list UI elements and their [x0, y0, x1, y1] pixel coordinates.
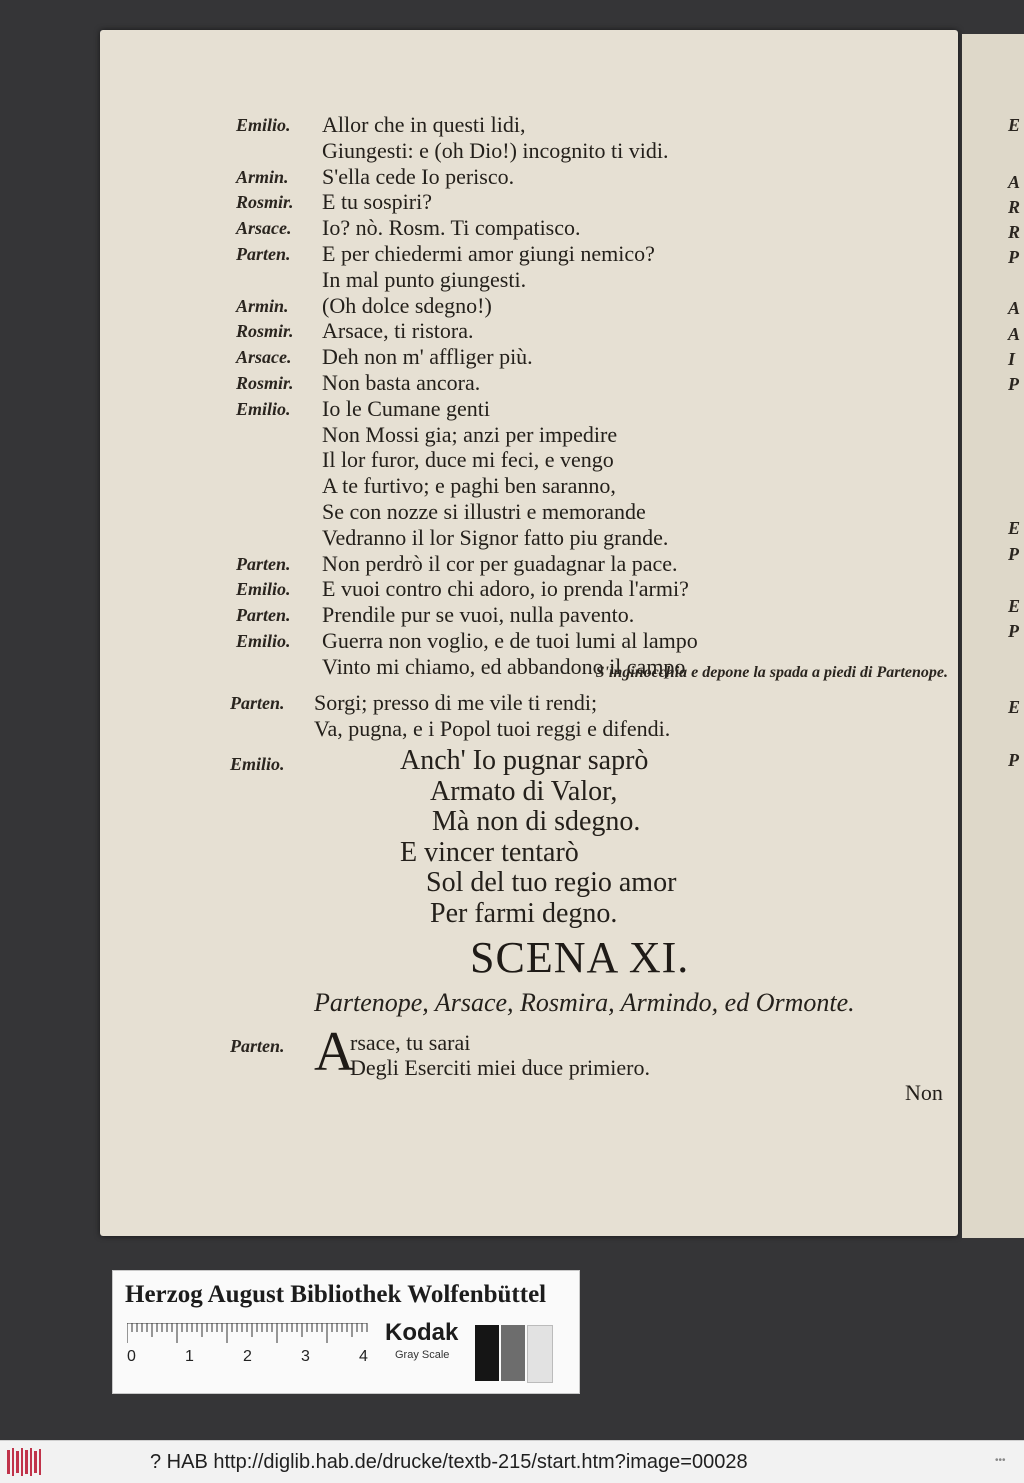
verse-line: S'ella cede Io perisco.: [322, 163, 515, 189]
verse-line: Vedranno il lor Signor fatto piu grande.: [322, 524, 669, 550]
facing-page-letter: P: [1008, 374, 1019, 394]
stage-direction: S'inginocchia e depone la spada a piedi di Partenope.: [595, 664, 948, 681]
facing-page-letter: E: [1008, 518, 1021, 538]
verse-line: Il lor furor, duce mi feci, e vengo: [322, 447, 614, 473]
verse-line: Allor che in questi lidi,: [322, 112, 526, 137]
library-name: Herzog August Bibliothek Wolfenbüttel: [125, 1281, 547, 1308]
speaker-name: Parten.: [230, 1036, 285, 1056]
facing-page-letter: P: [1008, 544, 1019, 564]
facing-page-letter: P: [1008, 247, 1019, 267]
verse-line: Se con nozze si illustri e memorande: [322, 499, 646, 524]
status-footer: [0, 1440, 1024, 1483]
verse-line: Degli Eserciti miei duce primiero.: [350, 1055, 650, 1080]
verse-line: (Oh dolce sdegno!): [322, 292, 492, 318]
verse-line: Sorgi; presso di me vile ti rendi;: [314, 690, 598, 715]
ruler-number: 2: [243, 1348, 252, 1363]
facing-page-letter: R: [1008, 222, 1021, 242]
facing-page-letter: E: [1008, 697, 1021, 717]
ruler-number: 3: [301, 1348, 310, 1363]
scene-title: SCENA XI.: [470, 933, 690, 982]
facing-page-letter: P: [1008, 750, 1019, 770]
verse-line: Giungesti: e (oh Dio!) incognito ti vidi.: [322, 137, 669, 163]
light-swatch: [527, 1325, 553, 1383]
ruler-number: 1: [185, 1348, 194, 1363]
drop-capital: A: [314, 1021, 355, 1083]
gray-swatch: [501, 1325, 525, 1381]
ruler-scale: [127, 1323, 377, 1363]
speaker-name: Arsace.: [236, 218, 292, 239]
speaker-name: Emilio.: [230, 754, 285, 774]
ruler-number: 0: [127, 1348, 136, 1363]
speaker-name: Armin.: [236, 166, 289, 187]
speaker-name: Emilio.: [236, 579, 291, 600]
speaker-name: Emilio.: [236, 115, 291, 135]
verse-line: Non perdrò il cor per guadagnar la pace.: [322, 550, 678, 576]
facing-page-letter: P: [1008, 621, 1019, 641]
verse-line: Non Mossi gia; anzi per impedire: [322, 421, 618, 447]
verse-line: Vinto mi chiamo, ed abbandono il campo: [322, 653, 686, 679]
aria-line: Mà non di sdegno.: [432, 806, 641, 837]
footer-menu-dots[interactable]: •••: [995, 1455, 1006, 1466]
aria-line: E vincer tentarò: [400, 836, 579, 868]
verse-line: E tu sospiri?: [322, 189, 432, 215]
speaker-name: Parten.: [230, 693, 285, 713]
facing-page-letter: A: [1008, 324, 1021, 344]
facing-page-letter: E: [1008, 596, 1021, 616]
color-calibration-bar: [112, 1270, 580, 1394]
verse-line: Io le Cumane genti: [322, 395, 491, 421]
verse-line: Non basta ancora.: [322, 370, 481, 395]
scene-cast: Partenope, Arsace, Rosmira, Armindo, ed Ormonte.: [314, 988, 855, 1017]
facing-page-letter: A: [1008, 298, 1021, 318]
speaker-name: Arsace.: [236, 347, 292, 368]
aria-line: Armato di Valor,: [430, 775, 618, 807]
facing-page-letter: I: [1008, 349, 1016, 369]
speaker-name: Armin.: [236, 295, 289, 316]
aria-line: Sol del tuo regio amor: [426, 867, 677, 898]
speaker-name: Rosmir.: [236, 373, 294, 393]
speaker-name: Emilio.: [236, 398, 291, 419]
facing-page-letter: E: [1008, 115, 1021, 135]
speaker-name: Parten.: [236, 605, 291, 626]
speaker-name: Parten.: [236, 553, 291, 574]
speaker-name: Parten.: [236, 244, 291, 264]
verse-line: A te furtivo; e paghi ben saranno,: [322, 473, 616, 499]
library-barcode-icon: [6, 1447, 42, 1477]
kodak-logo: Kodak: [385, 1319, 459, 1346]
black-swatch: [475, 1325, 499, 1381]
verse-line: E per chiedermi amor giungi nemico?: [322, 241, 655, 266]
verse-line: Guerra non voglio, e de tuoi lumi al lampo: [322, 628, 698, 653]
source-url[interactable]: ? HAB http://diglib.hab.de/drucke/textb-215/start.htm?image=00028: [150, 1451, 748, 1473]
verse-line: E vuoi contro chi adoro, io prenda l'armi?: [322, 576, 689, 602]
speaker-name: Rosmir.: [236, 321, 294, 342]
aria-line: Per farmi degno.: [430, 897, 618, 929]
verse-line: rsace, tu sarai: [350, 1030, 471, 1055]
speaker-name: Rosmir.: [236, 192, 294, 213]
catchword: Non: [905, 1080, 943, 1105]
speaker-name: Emilio.: [236, 631, 291, 651]
gray-scale-label: Gray Scale: [395, 1349, 450, 1361]
verse-line: Io? nò. Rosm. Ti compatisco.: [322, 215, 581, 241]
verse-line: Prendile pur se vuoi, nulla pavento.: [322, 602, 635, 628]
verse-line: Va, pugna, e i Popol tuoi reggi e difendi.: [314, 715, 671, 741]
verse-line: Deh non m' affliger più.: [322, 344, 533, 370]
facing-page-letter: A: [1008, 172, 1021, 192]
verse-line: In mal punto giungesti.: [322, 266, 527, 292]
facing-page-letter: R: [1008, 197, 1021, 217]
ruler-number: 4: [359, 1348, 368, 1363]
verse-line: Arsace, ti ristora.: [322, 318, 474, 344]
aria-line: Anch' Io pugnar saprò: [400, 745, 649, 776]
